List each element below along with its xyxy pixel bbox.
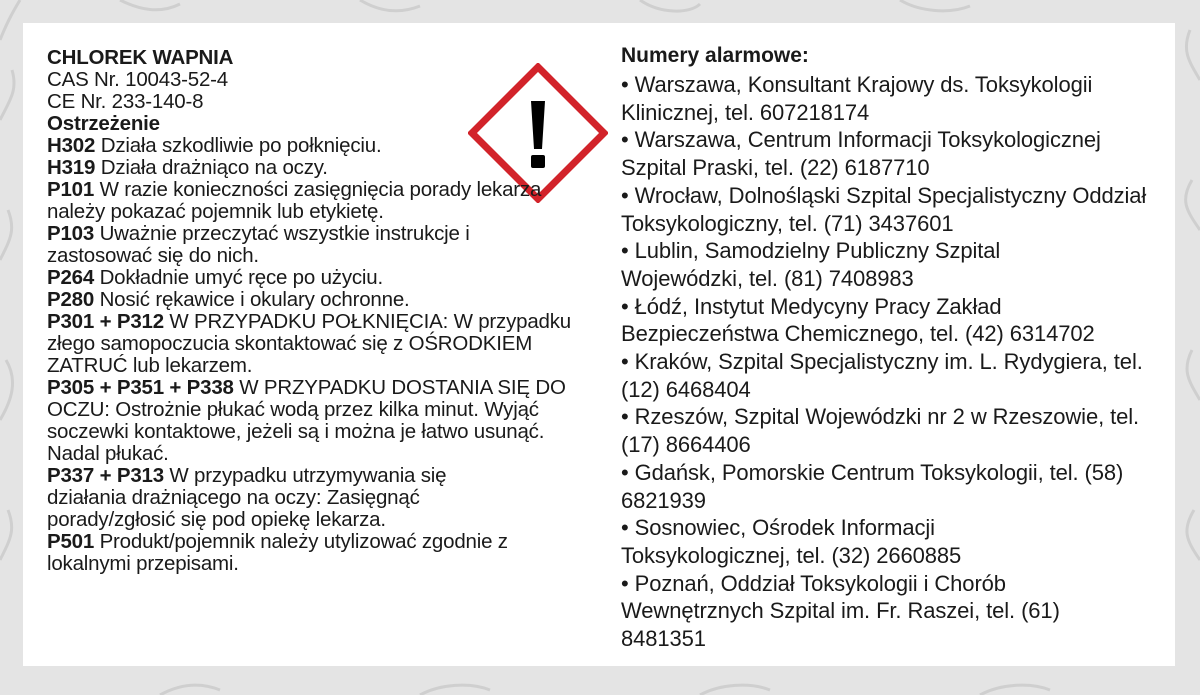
statement-h319 <box>47 157 467 179</box>
hazard-information <box>47 47 607 575</box>
statement-text: Działa drażniąco na oczy. <box>95 156 328 179</box>
statement-p103 <box>47 223 557 267</box>
emergency-contact: • Kraków, Szpital Specjalistyczny im. L. Rydygiera, tel. (12) 6468404 <box>621 349 1143 402</box>
statement-p305-p351-p338 <box>47 377 592 465</box>
ce-number: CE Nr. 233-140-8 <box>47 90 204 113</box>
signal-word: Ostrzeżenie <box>47 112 160 135</box>
emergency-contact: • Warszawa, Konsultant Krajowy ds. Toksykologii Klinicznej, tel. 607218174 <box>621 72 1093 125</box>
statement-h302 <box>47 135 467 157</box>
statement-p301-p312 <box>47 311 587 377</box>
statement-p501 <box>47 531 592 575</box>
statement-code: P501 <box>47 530 95 553</box>
statement-text: W PRZYPADKU DOSTANIA SIĘ DO OCZU: Ostrożnie płukać wodą przez kilka minut. Wyjąć soczewki kontaktowe, jeżeli są i można je łatwo usunąć. Nadal płukać. <box>47 376 566 465</box>
statement-p337-p313 <box>47 465 527 531</box>
statement-p280 <box>47 289 607 311</box>
statement-text: Dokładnie umyć ręce po użyciu. <box>94 266 383 289</box>
emergency-contact: • Poznań, Oddział Toksykologii i Chorób Wewnętrznych Szpital im. Fr. Raszei, tel. (61) 8481351 <box>621 570 1060 652</box>
statement-code: P337 + P313 <box>47 464 164 487</box>
emergency-numbers-title: Numery alarmowe: <box>621 44 809 67</box>
emergency-contact: • Warszawa, Centrum Informacji Toksykologicznej Szpital Praski, tel. (22) 6187710 <box>621 127 1101 181</box>
statement-p264 <box>47 267 607 289</box>
statement-text: Nosić rękawice i okulary ochronne. <box>94 288 410 311</box>
emergency-contact: • Lublin, Samodzielny Publiczny Szpital Wojewódzki, tel. (81) 7408983 <box>621 238 1001 291</box>
statement-code: H319 <box>47 156 96 179</box>
emergency-contact: • Łódź, Instytut Medycyny Pracy Zakład Bezpieczeństwa Chemicznego, tel. (42) 6314702 <box>621 293 1095 347</box>
emergency-contact: • Wrocław, Dolnośląski Szpital Specjalistyczny Oddział Toksykologiczny, tel. (71) 3437601 <box>621 182 1147 236</box>
statement-text: W PRZYPADKU POŁKNIĘCIA: W przypadku złego samopoczucia skontaktować się z OŚRODKIEM ZATRUĆ lub lekarzem. <box>47 310 571 377</box>
emergency-contact: • Gdańsk, Pomorskie Centrum Toksykologii, tel. (58) 6821939 <box>621 459 1124 513</box>
statement-text: Uważnie przeczytać wszystkie instrukcje i zastosować się do nich. <box>47 222 470 267</box>
emergency-contact: • Rzeszów, Szpital Wojewódzki nr 2 w Rzeszowie, tel. (17) 8664406 <box>621 404 1140 458</box>
statement-code: P280 <box>47 288 95 311</box>
hazard-label <box>23 23 1175 666</box>
statement-code: P103 <box>47 222 95 245</box>
statement-code: P101 <box>47 178 95 201</box>
statement-text: W przypadku utrzymywania się działania drażniącego na oczy: Zasięgnąć porady/zgłosić się pod opiekę lekarza. <box>47 464 447 531</box>
emergency-contact: • Sosnowiec, Ośrodek Informacji Toksykologicznej, tel. (32) 2660885 <box>621 515 962 568</box>
statement-code: H302 <box>47 134 96 157</box>
emergency-numbers <box>621 43 1161 653</box>
statement-text: Produkt/pojemnik należy utylizować zgodnie z lokalnymi przepisami. <box>47 530 508 575</box>
statement-text: W razie konieczności zasięgnięcia porady lekarza należy pokazać pojemnik lub etykietę. <box>47 178 542 223</box>
product-name: CHLOREK WAPNIA <box>47 46 234 69</box>
statement-text: Działa szkodliwie po połknięciu. <box>95 134 382 157</box>
statement-p101 <box>47 179 547 223</box>
statement-code: P305 + P351 + P338 <box>47 376 234 399</box>
cas-number: CAS Nr. 10043-52-4 <box>47 68 229 91</box>
statement-code: P264 <box>47 266 95 289</box>
statement-code: P301 + P312 <box>47 310 164 333</box>
